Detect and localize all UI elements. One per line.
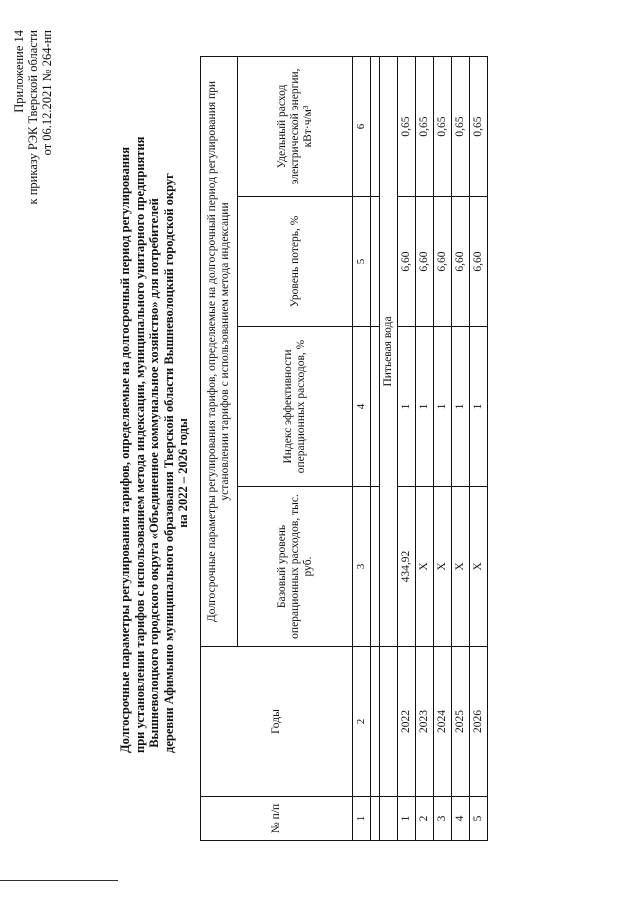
row-loss-level: 6,60: [416, 197, 434, 327]
row-year: 2024: [434, 647, 452, 797]
appendix-reference: [12, 30, 54, 290]
row-number: 5: [470, 797, 488, 841]
header-group: Долгосрочные параметры регулирования тарифов, определяемые на долгосрочный период регулирования при установлении тарифов с использованием метода индексации: [201, 56, 238, 646]
parameters-table: [200, 56, 488, 841]
header-base-opex: Базовый уровень операционных расходов, тыс. руб.: [238, 487, 353, 647]
column-number: 4: [353, 327, 371, 487]
spacer-row: [371, 56, 380, 840]
row-loss-level: 6,60: [452, 197, 470, 327]
column-number-row: [353, 56, 371, 840]
title-line-1: Долгосрочные параметры регулирования тарифов, определяемые на долгосрочный период регулирования: [118, 146, 132, 753]
document-title: [118, 136, 191, 753]
row-efficiency-index: 1: [470, 327, 488, 487]
header-loss-level: Уровень потерь, %: [238, 197, 353, 327]
table-row: [434, 56, 452, 840]
column-number: 1: [353, 797, 371, 841]
row-year: 2026: [470, 647, 488, 797]
row-loss-level: 6,60: [434, 197, 452, 327]
row-energy: 0,65: [452, 56, 470, 196]
header-efficiency-index: Индекс эффективности операционных расходов, %: [238, 327, 353, 487]
row-efficiency-index: 1: [416, 327, 434, 487]
row-number: 3: [434, 797, 452, 841]
row-energy: 0,65: [416, 56, 434, 196]
title-line-2: при установлении тарифов с использованием метода индексации, муниципального унитарного предприятия: [132, 136, 147, 753]
row-number: 1: [398, 797, 416, 841]
column-number: 2: [353, 647, 371, 797]
row-loss-level: 6,60: [398, 197, 416, 327]
row-base-opex: 434,92: [398, 487, 416, 647]
header-energy-consumption: Удельный расход электрической энергии, кВт·ч/м³: [238, 56, 353, 196]
row-year: 2023: [416, 647, 434, 797]
appendix-line-2: к приказу РЭК Тверской области: [26, 30, 40, 205]
row-year: 2022: [398, 647, 416, 797]
title-line-3: Вышневолоцкого городского округа «Объединенное коммунальное хозяйство» для потребителей: [147, 198, 161, 748]
section-title: Питьевая вода: [380, 56, 398, 646]
table-row: [398, 56, 416, 840]
column-number: 6: [353, 56, 371, 196]
row-energy: 0,65: [470, 56, 488, 196]
row-energy: 0,65: [434, 56, 452, 196]
row-base-opex: X: [416, 487, 434, 647]
title-line-4: деревни Афимьино муниципального образования Тверской области Вышневолоцкий городской округ: [161, 173, 176, 753]
row-efficiency-index: 1: [452, 327, 470, 487]
title-line-5: на 2022 – 2026 годы: [176, 418, 190, 528]
row-energy: 0,65: [398, 56, 416, 196]
section-row: [380, 56, 398, 840]
table-row: [452, 56, 470, 840]
appendix-line-3: от 06.12.2021 № 264-нп: [40, 30, 54, 156]
row-year: 2025: [452, 647, 470, 797]
appendix-line-1: Приложение 14: [12, 30, 26, 113]
column-number: 3: [353, 487, 371, 647]
row-efficiency-index: 1: [434, 327, 452, 487]
column-number: 5: [353, 197, 371, 327]
row-loss-level: 6,60: [470, 197, 488, 327]
row-number: 2: [416, 797, 434, 841]
row-efficiency-index: 1: [398, 327, 416, 487]
header-num: № п/п: [201, 797, 353, 841]
table-row: [470, 56, 488, 840]
row-number: 4: [452, 797, 470, 841]
header-years: Годы: [201, 647, 353, 797]
row-base-opex: X: [434, 487, 452, 647]
footnote-divider: [0, 880, 118, 881]
row-base-opex: X: [470, 487, 488, 647]
row-base-opex: X: [452, 487, 470, 647]
table-row: [416, 56, 434, 840]
